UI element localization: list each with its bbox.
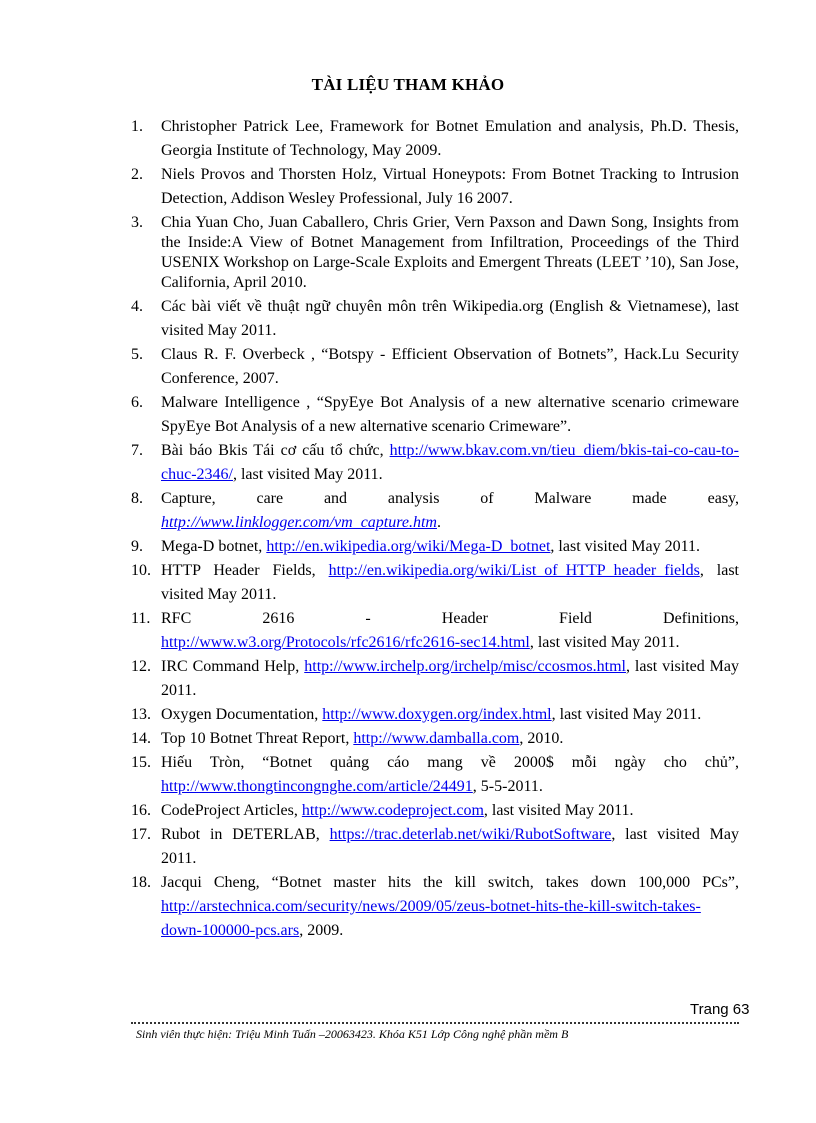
reference-number: 17. bbox=[131, 826, 151, 843]
reference-link[interactable]: http://www.codeproject.com bbox=[301, 802, 484, 819]
reference-item bbox=[131, 703, 739, 727]
reference-item bbox=[131, 799, 739, 823]
reference-number: 5. bbox=[131, 346, 143, 363]
reference-item bbox=[131, 559, 739, 607]
footer-divider bbox=[131, 1022, 739, 1024]
reference-list bbox=[131, 115, 739, 943]
reference-suffix: , 2010. bbox=[519, 730, 564, 747]
reference-suffix: , last visited May 2011. bbox=[161, 826, 740, 867]
reference-number: 12. bbox=[131, 658, 151, 675]
reference-number: 10. bbox=[131, 562, 151, 579]
reference-number: 13. bbox=[131, 706, 151, 723]
reference-number: 11. bbox=[131, 610, 151, 627]
reference-text: Christopher Patrick Lee, Framework for Botnet Emulation and analysis, Ph.D. Thesis, Georgia Institute of Technology, May 2009. bbox=[161, 118, 739, 159]
footer-text: Sinh viên thực hiện: Triệu Minh Tuấn –20063423. Khóa K51 Lớp Công nghệ phần mềm B bbox=[136, 1027, 569, 1041]
reference-link[interactable]: http://www.irchelp.org/irchelp/misc/ccosmos.html bbox=[304, 658, 626, 675]
reference-number: 2. bbox=[131, 166, 143, 183]
reference-suffix: , last visited May 2011. bbox=[161, 658, 740, 699]
reference-item bbox=[131, 607, 739, 655]
reference-text: RFC 2616 - Header Field Definitions, bbox=[161, 610, 739, 627]
reference-text: HTTP Header Fields, bbox=[161, 562, 329, 579]
reference-suffix: , last visited May 2011. bbox=[483, 802, 634, 819]
reference-item bbox=[131, 439, 739, 487]
page-number: Trang 63 bbox=[690, 1001, 750, 1018]
reference-item bbox=[131, 751, 739, 799]
reference-suffix: , last visited May 2011. bbox=[529, 634, 680, 651]
reference-text: Top 10 Botnet Threat Report, bbox=[161, 730, 354, 747]
reference-text: Chia Yuan Cho, Juan Caballero, Chris Grier, Vern Paxson and Dawn Song, Insights from the Inside:A View of Botnet Management from Infiltration, Proceedings of the Third USENIX Workshop on Large-Scale Exploits and Emergent Threats (LEET ’10), San Jose, California, April 2010. bbox=[161, 214, 739, 291]
reference-item bbox=[131, 727, 739, 751]
reference-link[interactable]: http://www.doxygen.org/index.html bbox=[322, 706, 552, 723]
reference-number: 16. bbox=[131, 802, 151, 819]
reference-text: Capture, care and analysis of Malware made easy, bbox=[161, 490, 739, 507]
reference-number: 14. bbox=[131, 730, 151, 747]
reference-item bbox=[131, 295, 739, 343]
reference-item bbox=[131, 487, 739, 535]
reference-text: Jacqui Cheng, “Botnet master hits the kill switch, takes down 100,000 PCs”, bbox=[161, 874, 739, 891]
reference-suffix: , 5-5-2011. bbox=[472, 778, 543, 795]
reference-number: 18. bbox=[131, 874, 151, 891]
reference-item bbox=[131, 391, 739, 439]
reference-number: 15. bbox=[131, 754, 151, 771]
reference-number: 9. bbox=[131, 538, 143, 555]
reference-link[interactable]: http://en.wikipedia.org/wiki/List_of_HTTP_header_fields bbox=[328, 562, 700, 579]
reference-number: 6. bbox=[131, 394, 143, 411]
reference-link[interactable]: http://arstechnica.com/security/news/2009/05/zeus-botnet-hits-the-kill-switch-takes-down-100000-pcs.ars bbox=[161, 898, 701, 939]
reference-item bbox=[131, 163, 739, 211]
reference-suffix: , last visited May 2011. bbox=[232, 466, 383, 483]
reference-link[interactable]: http://www.w3.org/Protocols/rfc2616/rfc2616-sec14.html bbox=[161, 634, 530, 651]
reference-link[interactable]: http://en.wikipedia.org/wiki/Mega-D_botnet bbox=[266, 538, 551, 555]
reference-number: 1. bbox=[131, 118, 143, 135]
reference-link[interactable]: http://www.thongtincongnghe.com/article/24491 bbox=[161, 778, 473, 795]
reference-text: IRC Command Help, bbox=[161, 658, 305, 675]
reference-link[interactable]: http://www.bkav.com.vn/tieu_diem/bkis-tai-co-cau-to-chuc-2346/ bbox=[161, 442, 739, 483]
reference-item bbox=[131, 823, 739, 871]
reference-item bbox=[131, 211, 739, 295]
reference-text: CodeProject Articles, bbox=[161, 802, 302, 819]
reference-link[interactable]: http://www.damballa.com bbox=[353, 730, 520, 747]
reference-item bbox=[131, 343, 739, 391]
reference-item bbox=[131, 655, 739, 703]
reference-suffix: , last visited May 2011. bbox=[550, 538, 701, 555]
reference-text: Mega-D botnet, bbox=[161, 538, 267, 555]
reference-number: 8. bbox=[131, 490, 143, 507]
reference-item bbox=[131, 535, 739, 559]
reference-text: Hiếu Tròn, “Botnet quảng cáo mang về 2000$ mỗi ngày cho chủ”, bbox=[161, 754, 739, 771]
reference-text: Malware Intelligence , “SpyEye Bot Analysis of a new alternative scenario crimeware SpyEye Bot Analysis of a new alternative scenario Crimeware”. bbox=[161, 394, 739, 435]
reference-suffix: , last visited May 2011. bbox=[551, 706, 702, 723]
reference-item bbox=[131, 115, 739, 163]
page-title: TÀI LIỆU THAM KHẢO bbox=[311, 75, 505, 94]
reference-item bbox=[131, 871, 739, 943]
reference-link[interactable]: http://www.linklogger.com/vm_capture.htm bbox=[161, 514, 437, 531]
reference-text: Claus R. F. Overbeck , “Botspy - Efficient Observation of Botnets”, Hack.Lu Security Conference, 2007. bbox=[161, 346, 739, 387]
reference-suffix: , last visited May 2011. bbox=[161, 562, 739, 603]
reference-text: Niels Provos and Thorsten Holz, Virtual Honeypots: From Botnet Tracking to Intrusion Detection, Addison Wesley Professional, July 16 2007. bbox=[161, 166, 739, 207]
reference-text: Bài báo Bkis Tái cơ cấu tổ chức, bbox=[161, 442, 390, 459]
reference-suffix: . bbox=[436, 514, 441, 531]
reference-text: Oxygen Documentation, bbox=[161, 706, 323, 723]
reference-link[interactable]: https://trac.deterlab.net/wiki/RubotSoftware bbox=[329, 826, 612, 843]
reference-number: 4. bbox=[131, 298, 143, 315]
reference-text: Các bài viết về thuật ngữ chuyên môn trên Wikipedia.org (English & Vietnamese), last visited May 2011. bbox=[161, 298, 739, 339]
reference-number: 7. bbox=[131, 442, 143, 459]
reference-text: Rubot in DETERLAB, bbox=[161, 826, 330, 843]
reference-suffix: , 2009. bbox=[299, 922, 344, 939]
reference-number: 3. bbox=[131, 214, 143, 231]
